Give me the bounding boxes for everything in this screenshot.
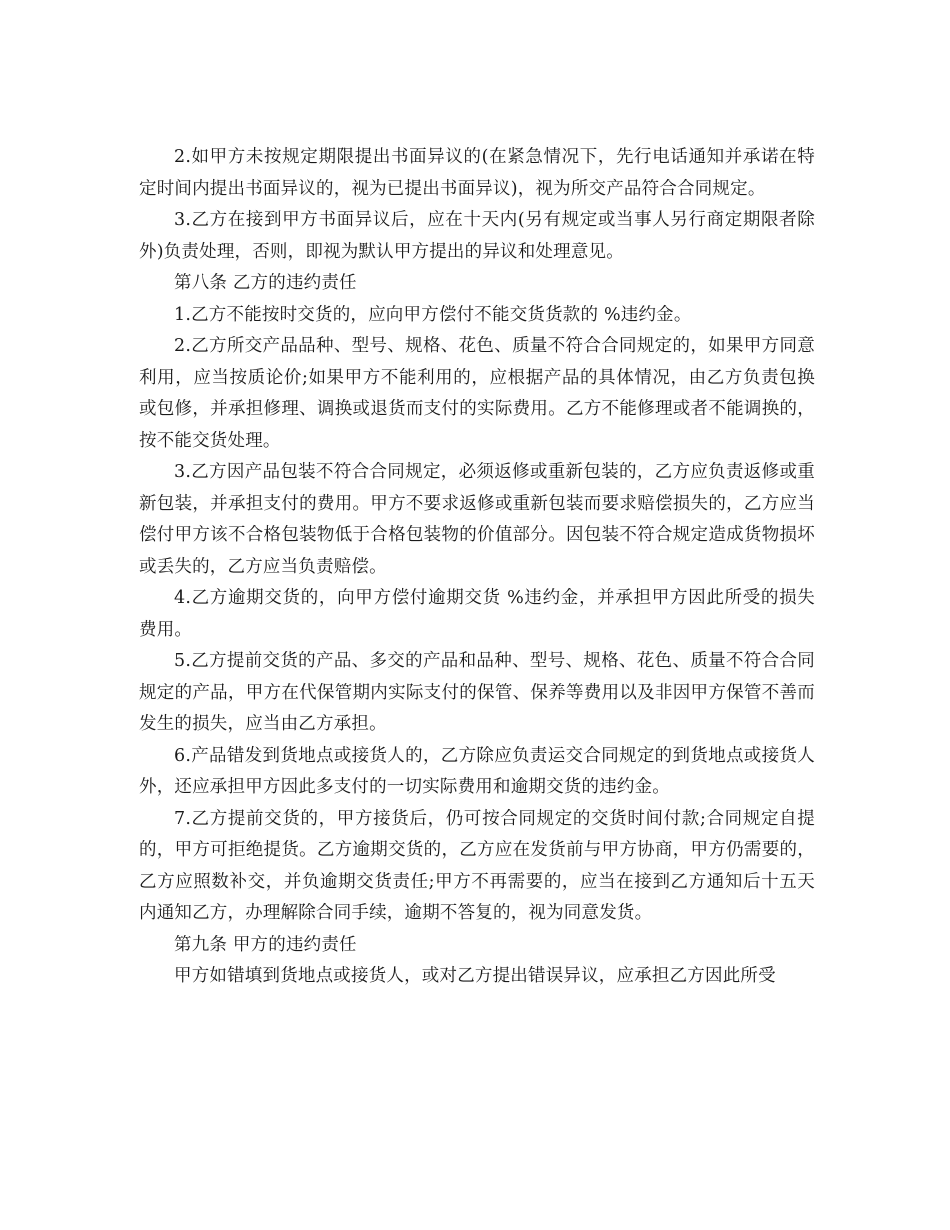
paragraph-clause-8-4: 4.乙方逾期交货的，向甲方偿付逾期交货 %违约金，并承担甲方因此所受的损失费用。 <box>139 588 815 640</box>
paragraph-clause-8-6: 6.产品错发到货地点或接货人的，乙方除应负责运交合同规定的到货地点或接货人外，还应承担甲方因此多支付的一切实际费用和逾期交货的违约金。 <box>139 745 815 797</box>
section-heading-article-8: 第八条 乙方的违约责任 <box>174 273 357 293</box>
document-page <box>139 142 815 993</box>
paragraph-clause-8-2: 2.乙方所交产品品种、型号、规格、花色、质量不符合合同规定的，如果甲方同意利用，应当按质论价;如果甲方不能利用的，应根据产品的具体情况，由乙方负责包换或包修，并承担修理、调换或退货而支付的实际费用。乙方不能修理或者不能调换的，按不能交货处理。 <box>139 336 815 451</box>
paragraph-clause-8-7: 7.乙方提前交货的，甲方接货后，仍可按合同规定的交货时间付款;合同规定自提的，甲方可拒绝提货。乙方逾期交货的，乙方应在发货前与甲方协商，甲方仍需要的，乙方应照数补交，并负逾期交货责任;甲方不再需要的，应当在接到乙方通知后十五天内通知乙方，办理解除合同手续，逾期不答复的，视为同意发货。 <box>139 808 815 923</box>
paragraph-clause-8-5: 5.乙方提前交货的产品、多交的产品和品种、型号、规格、花色、质量不符合合同规定的产品，甲方在代保管期内实际支付的保管、保养等费用以及非因甲方保管不善而发生的损失，应当由乙方承担。 <box>139 651 815 734</box>
paragraph-clause-8-1: 1.乙方不能按时交货的，应向甲方偿付不能交货货款的 %违约金。 <box>174 304 692 325</box>
section-heading-article-9: 第九条 甲方的违约责任 <box>174 934 357 955</box>
paragraph-clause-7-3: 3.乙方在接到甲方书面异议后，应在十天内(另有规定或当事人另行商定期限者除外)负责处理，否则，即视为默认甲方提出的异议和处理意见。 <box>139 210 815 262</box>
paragraph-clause-9-1: 甲方如错填到货地点或接货人，或对乙方提出错误异议，应承担乙方因此所受 <box>174 966 776 986</box>
paragraph-clause-8-3: 3.乙方因产品包装不符合合同规定，必须返修或重新包装的，乙方应负责返修或重新包装，并承担支付的费用。甲方不要求返修或重新包装而要求赔偿损失的，乙方应当偿付甲方该不合格包装物低于合格包装物的价值部分。因包装不符合规定造成货物损坏或丢失的，乙方应当负责赔偿。 <box>139 462 815 577</box>
paragraph-clause-7-2: 2.如甲方未按规定期限提出书面异议的(在紧急情况下，先行电话通知并承诺在特定时间内提出书面异议的，视为已提出书面异议)，视为所交产品符合合同规定。 <box>139 147 815 199</box>
